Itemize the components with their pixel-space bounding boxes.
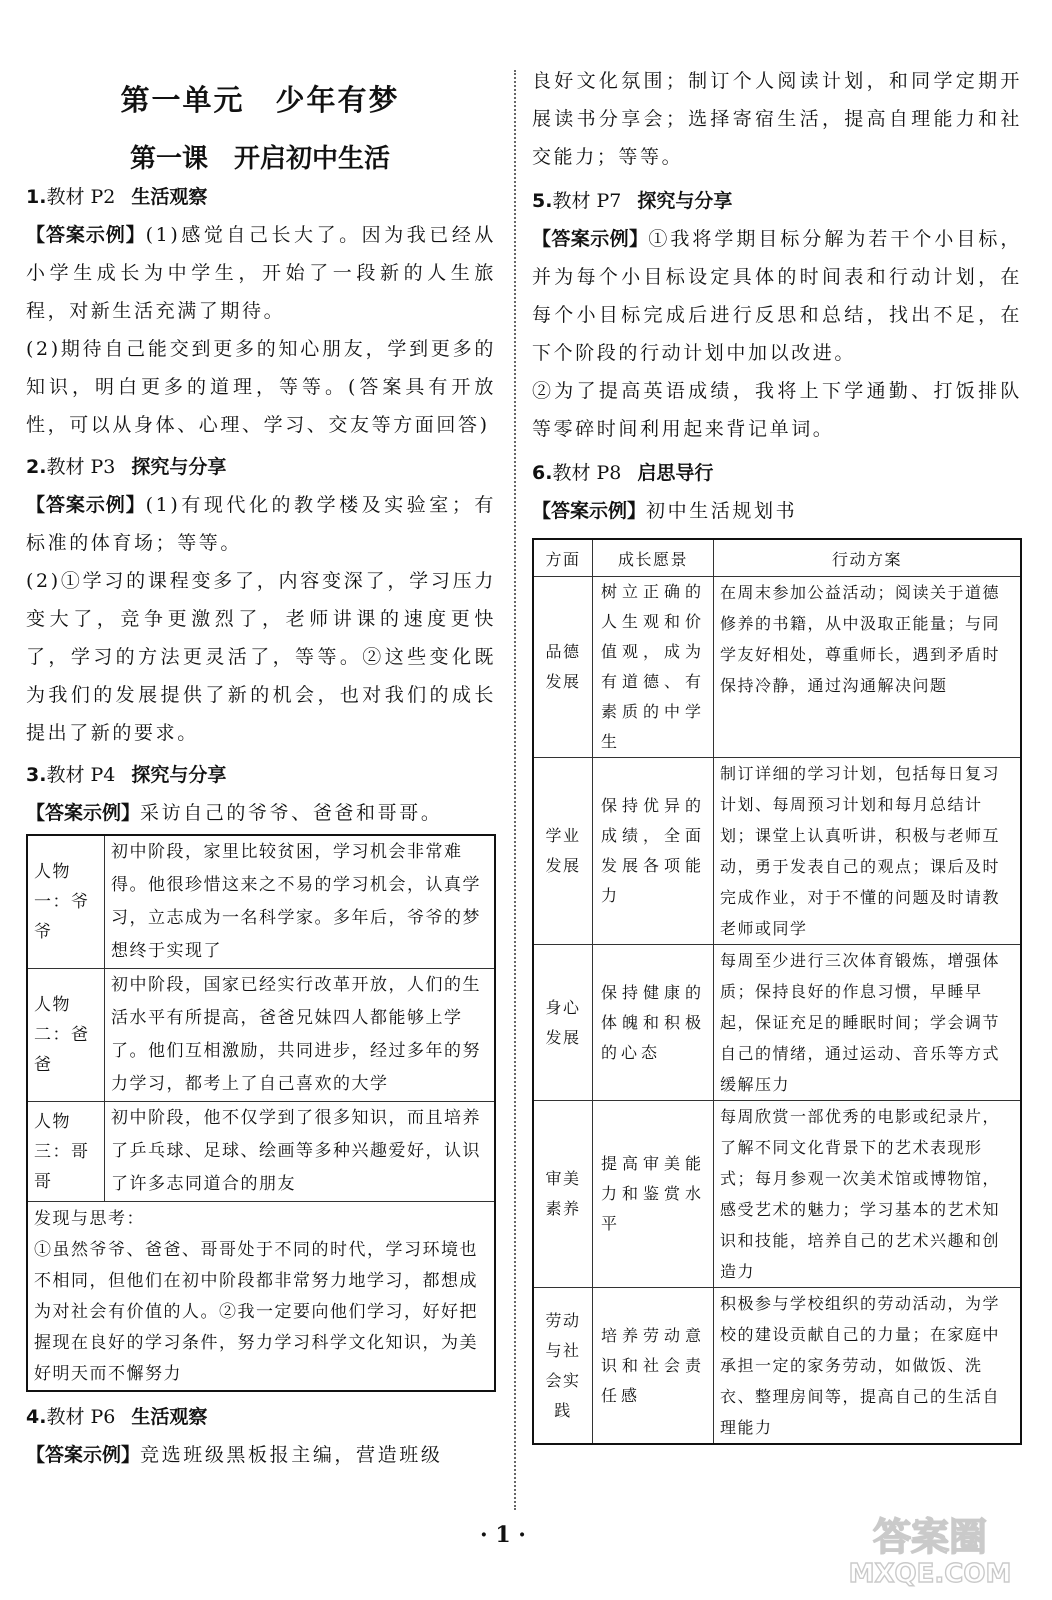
header-vision: 成长愿景 [593,539,714,577]
plan-aspect: 学业发展 [533,758,593,945]
watermark-logo [830,1508,1030,1588]
plan-action: 积极参与学校组织的劳动活动，为学校的建设贡献自己的力量；在家庭中承担一定的家务劳动，如做饭、洗衣、整理房间等，提高自己的生活自理能力 [714,1288,1022,1445]
findings-cell [27,1202,495,1392]
plan-aspect: 劳动与社会实践 [533,1288,593,1445]
table-row [533,577,1021,758]
section-2-answer-1: 【答案示例】(1)有现代化的教学楼及实验室；有标准的体育场；等等。 [26,494,496,554]
table-row [533,1101,1021,1288]
page-number: · 1 · [480,1522,526,1548]
person-text: 初中阶段，国家已经实行改革开放，人们的生活水平有所提高，爸爸兄妹四人都能够上学了。他们互相激励，共同进步，经过多年的努力学习，都考上了自己喜欢的大学 [105,969,496,1102]
table-row [27,969,495,1102]
section-3-heading: 3.教材 P4 探究与分享 [26,764,227,786]
plan-action: 每周欣赏一部优秀的电影或纪录片，了解不同文化背景下的艺术表现形式；每月参观一次美术馆或博物馆，感受艺术的魅力；学习基本的艺术知识和技能，培养自己的艺术兴趣和创造力 [714,1101,1022,1288]
watermark-line1: 答案圈 [872,1515,988,1559]
plan-aspect: 品德发展 [533,577,593,758]
section-5-heading: 5.教材 P7 探究与分享 [532,190,733,212]
person-text: 初中阶段，他不仅学到了很多知识，而且培养了乒乓球、足球、绘画等多种兴趣爱好，认识了许多志同道合的朋友 [105,1102,496,1202]
table-row [533,758,1021,945]
plan-action: 制订详细的学习计划，包括每日复习计划、每周预习计划和每月总结计划；课堂上认真听讲，积极与老师互动，勇于发表自己的观点；课后及时完成作业，对于不懂的问题及时请教老师或同学 [714,758,1022,945]
table-header-row [533,539,1021,577]
section-4-answer-cont: 良好文化氛围；制订个人阅读计划，和同学定期开展读书分享会；选择寄宿生活，提高自理能力和社交能力；等等。 [532,70,1022,168]
unit-title: 第一单元 少年有梦 [120,83,400,117]
section-4-heading: 4.教材 P6 生活观察 [26,1406,208,1428]
findings-text: ①虽然爷爷、爸爸、哥哥处于不同的时代，学习环境也不相同，但他们在初中阶段都非常努力地学习，都想成为对社会有价值的人。②我一定要向他们学习，好好把握现在良好的学习条件，努力学习科学文化知识，为美好明天而不懈努力 [34,1240,478,1384]
section-3-intro: 【答案示例】采访自己的爷爷、爸爸和哥哥。 [26,802,443,824]
section-2-answer-2: (2)①学习的课程变多了，内容变深了，学习压力变大了，竞争更激烈了，老师讲课的速度更快了，学习的方法更灵活了，等等。②这些变化既为我们的发展提供了新的机会，也对我们的成长提出了新的要求。 [26,570,496,744]
section-1-answer-1: 【答案示例】(1)感觉自己长大了。因为我已经从小学生成长为中学生，开始了一段新的人生旅程，对新生活充满了期待。 [26,224,496,322]
table-row [533,1288,1021,1445]
plan-table [532,538,1022,1445]
left-column [26,178,496,1474]
person-role: 人物二：爸爸 [27,969,105,1102]
interview-table [26,834,496,1392]
section-2-heading: 2.教材 P3 探究与分享 [26,456,227,478]
section-5-answer-2: ②为了提高英语成绩，我将上下学通勤、打饭排队等零碎时间利用起来背记单词。 [532,380,1022,440]
watermark-line2: MXQE.COM [848,1559,1012,1588]
lesson-title: 第一课 开启初中生活 [129,144,390,174]
column-divider [514,70,516,1510]
findings-title: 发现与思考： [34,1209,145,1229]
section-4-answer-start: 【答案示例】竞选班级黑板报主编，营造班级 [26,1444,443,1466]
plan-vision: 保持优异的成绩，全面发展各项能力 [593,758,714,945]
table-row [533,945,1021,1101]
plan-vision: 保持健康的体魄和积极的心态 [593,945,714,1101]
header-action: 行动方案 [714,539,1022,577]
plan-aspect: 审美素养 [533,1101,593,1288]
plan-action: 每周至少进行三次体育锻炼，增强体质；保持良好的作息习惯，早睡早起，保证充足的睡眠时间；学会调节自己的情绪，通过运动、音乐等方式缓解压力 [714,945,1022,1101]
section-1-heading: 1.教材 P2 生活观察 [26,186,208,208]
plan-vision: 提高审美能力和鉴赏水平 [593,1101,714,1288]
plan-vision: 培养劳动意识和社会责任感 [593,1288,714,1445]
right-column [532,62,1022,1445]
person-role: 人物一：爷爷 [27,835,105,969]
plan-vision: 树立正确的人生观和价值观，成为有道德、有素质的中学生 [593,577,714,758]
section-5-answer-1: 【答案示例】①我将学期目标分解为若干个小目标，并为每个小目标设定具体的时间表和行动计划，在每个小目标完成后进行反思和总结，找出不足，在下个阶段的行动计划中加以改进。 [532,228,1022,364]
table-row [27,1102,495,1202]
person-text: 初中阶段，家里比较贫困，学习机会非常难得。他很珍惜这来之不易的学习机会，认真学习，立志成为一名科学家。多年后，爷爷的梦想终于实现了 [105,835,496,969]
plan-action: 在周末参加公益活动；阅读关于道德修养的书籍，从中汲取正能量；与同学友好相处，尊重师长，遇到矛盾时保持冷静，通过沟通解决问题 [714,577,1022,758]
person-role: 人物三：哥哥 [27,1102,105,1202]
table-row [27,1202,495,1392]
table-row [27,835,495,969]
header-aspect: 方面 [533,539,593,577]
section-6-intro: 【答案示例】初中生活规划书 [532,500,798,522]
section-6-heading: 6.教材 P8 启思导行 [532,462,714,484]
section-1-answer-2: (2)期待自己能交到更多的知心朋友，学到更多的知识，明白更多的道理，等等。(答案具有开放性，可以从身体、心理、学习、交友等方面回答) [26,338,496,436]
plan-aspect: 身心发展 [533,945,593,1101]
